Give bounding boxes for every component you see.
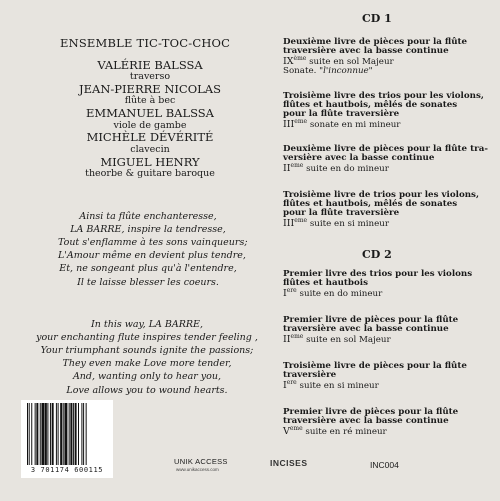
barcode-bar	[40, 403, 41, 465]
track-title-line: traversière avec la basse continue	[283, 46, 449, 57]
poem-english	[32, 318, 262, 397]
track-extra-title: "l'inconnue"	[319, 66, 373, 77]
barcode-bar	[58, 403, 59, 465]
track-subtitle	[283, 163, 493, 174]
poem-line: Ainsi ta flûte enchanteresse,	[79, 211, 217, 222]
track-ordinal: I	[283, 288, 287, 300]
poem-line: Et, ne songeant plus qu'à l'entendre,	[59, 263, 237, 275]
barcode	[21, 400, 113, 478]
track-subtitle	[283, 218, 493, 229]
barcode-bar	[35, 403, 36, 465]
poem-line: Il te laisse blesser les coeurs.	[77, 276, 219, 288]
performer-instrument: clavecin	[130, 143, 170, 155]
track-title-line: traversière avec la basse continue	[283, 416, 449, 427]
barcode-bar	[64, 403, 67, 465]
performer-name: EMMANUEL BALSSA	[86, 106, 214, 121]
barcode-bar	[69, 403, 70, 465]
performer-name: MIGUEL HENRY	[100, 154, 200, 169]
barcode-bar	[86, 403, 87, 465]
track-title-line: Deuxième livre de pièces pour la flûte	[283, 37, 468, 47]
barcode-bar	[45, 403, 47, 465]
track-title-line: Premier livre de pièces pour la flûte	[283, 407, 459, 417]
barcode-bar	[36, 403, 38, 465]
cd1-track-1	[283, 38, 493, 76]
track-title-line: flûtes et hautbois, mêlés de sonates	[283, 100, 458, 111]
track-ordinal: V	[283, 426, 290, 438]
track-title-line: Deuxième livre de pièces pour la flûte tra-	[283, 144, 488, 154]
barcode-bar	[75, 403, 77, 465]
track-key: suite en si mineur	[307, 219, 390, 230]
track-subtitle	[283, 119, 493, 130]
track-title-line: Premier livre de pièces pour la flûte	[283, 315, 459, 325]
barcode-bar	[31, 403, 32, 465]
track-key: suite en do mineur	[296, 289, 383, 300]
poem-french	[58, 210, 248, 289]
barcode-bar	[63, 403, 64, 465]
track-ordinal: I	[283, 380, 287, 392]
performer-instrument: flûte à bec	[124, 95, 176, 107]
track-subtitle	[283, 426, 493, 437]
track-ordinal: II	[283, 163, 291, 175]
barcode-bar	[73, 403, 74, 465]
label-url: www.unikaccess.com	[176, 467, 219, 472]
barcode-bar	[41, 403, 44, 465]
barcode-bar	[50, 403, 51, 465]
track-title-line: versière avec la basse continue	[283, 153, 435, 164]
cd1-heading: CD 1	[362, 12, 392, 25]
track-title-line: pour la flûte traversière	[283, 208, 400, 219]
track-subtitle	[283, 334, 493, 345]
barcode-bar	[70, 403, 72, 465]
track-subtitle	[283, 288, 493, 299]
cd2-track-4	[283, 408, 493, 437]
label-logo: UNIK ACCESS	[174, 457, 228, 466]
track-ordinal: II	[283, 334, 291, 346]
cd2-heading: CD 2	[362, 248, 392, 261]
track-title-line: traversière	[283, 370, 337, 381]
track-title-line: traversière avec la basse continue	[283, 324, 449, 335]
performer-instrument: traverso	[129, 71, 171, 83]
ensemble-name: ENSEMBLE TIC-TOC-CHOC	[60, 36, 231, 50]
track-title-line: Troisième livre des trios pour les violons,	[283, 91, 484, 101]
track-key: suite en sol Majeur	[306, 57, 394, 68]
poem-line: Love allows you to wound hearts.	[66, 384, 228, 396]
track-ordinal-suffix: eme	[289, 425, 303, 433]
poem-line: your enchanting flute inspires tender feeling ,	[36, 332, 258, 344]
performer-name: JEAN-PIERRE NICOLAS	[79, 82, 221, 97]
poem-line: LA BARRE, inspire la tendresse,	[70, 224, 226, 236]
cd2-track-2	[283, 316, 493, 345]
track-extra-label: Sonate.	[283, 66, 320, 77]
track-ordinal: IX	[283, 56, 294, 68]
track-ordinal-suffix: ème	[293, 55, 307, 63]
track-title-line: flûtes et hautbois	[283, 278, 368, 289]
barcode-bar	[29, 403, 30, 465]
performer-instrument: theorbe & guitare baroque	[85, 167, 215, 179]
track-key: suite en si mineur	[296, 381, 379, 392]
track-ordinal-suffix: eme	[290, 333, 304, 341]
barcode-bar	[60, 403, 62, 465]
track-key: sonate en mi mineur	[307, 120, 401, 131]
poem-line: In this way, LA BARRE,	[91, 319, 203, 330]
barcode-number: 3 701174 600115	[30, 466, 104, 474]
barcode-bar	[56, 403, 57, 465]
barcode-bars	[25, 403, 109, 465]
cd1-track-4	[283, 191, 493, 229]
barcode-bar	[78, 403, 79, 465]
track-ordinal: III	[283, 119, 295, 131]
poem-line: Your triumphant sounds ignite the passions;	[40, 345, 254, 357]
track-title-line: Troisième livre de pièces pour la flûte	[283, 361, 467, 371]
track-ordinal-suffix: ere	[286, 287, 297, 295]
barcode-bar	[52, 403, 54, 465]
track-key: suite en sol Majeur	[303, 335, 391, 346]
track-ordinal-suffix: ere	[286, 379, 297, 387]
track-ordinal-suffix: eme	[290, 162, 304, 170]
cd2-track-1	[283, 270, 493, 299]
cd1-track-3	[283, 145, 493, 174]
poem-line: Tout s'enflamme à tes sons vainqueurs;	[58, 237, 248, 249]
track-title-line: pour la flûte traversière	[283, 109, 400, 120]
poem-line: They even make Love more tender,	[62, 358, 232, 370]
track-title-line: flûtes et hautbois, mêlés de sonates	[283, 199, 458, 210]
track-ordinal: III	[283, 218, 295, 230]
track-ordinal-suffix: eme	[294, 217, 308, 225]
poem-line: L'Amour même en devient plus tendre,	[58, 250, 246, 262]
track-extra	[283, 67, 493, 76]
performer-instrument: viole de gambe	[113, 119, 187, 131]
catalog-number: INC004	[370, 460, 399, 470]
track-subtitle	[283, 380, 493, 391]
track-title-line: Premier livre des trios pour les violons	[283, 269, 473, 279]
performer-name: MICHÈLE DÉVÉRITÉ	[86, 130, 214, 145]
barcode-bar	[27, 403, 28, 465]
track-ordinal-suffix: eme	[294, 118, 308, 126]
track-title-line: Troisième livre de trios pour les violons,	[283, 190, 479, 200]
performer-name: VALÉRIE BALSSA	[97, 58, 203, 72]
barcode-bar	[47, 403, 48, 465]
cd2-track-3	[283, 362, 493, 391]
poem-line: And, wanting only to hear you,	[72, 371, 222, 383]
track-key: suite en ré mineur	[302, 427, 387, 438]
performer-list	[50, 59, 250, 180]
cd1-track-2	[283, 92, 493, 130]
track-key: suite en do mineur	[303, 164, 389, 175]
barcode-bar	[83, 403, 84, 465]
incises-logo: INCISES	[270, 458, 308, 468]
barcode-bar	[81, 403, 82, 465]
